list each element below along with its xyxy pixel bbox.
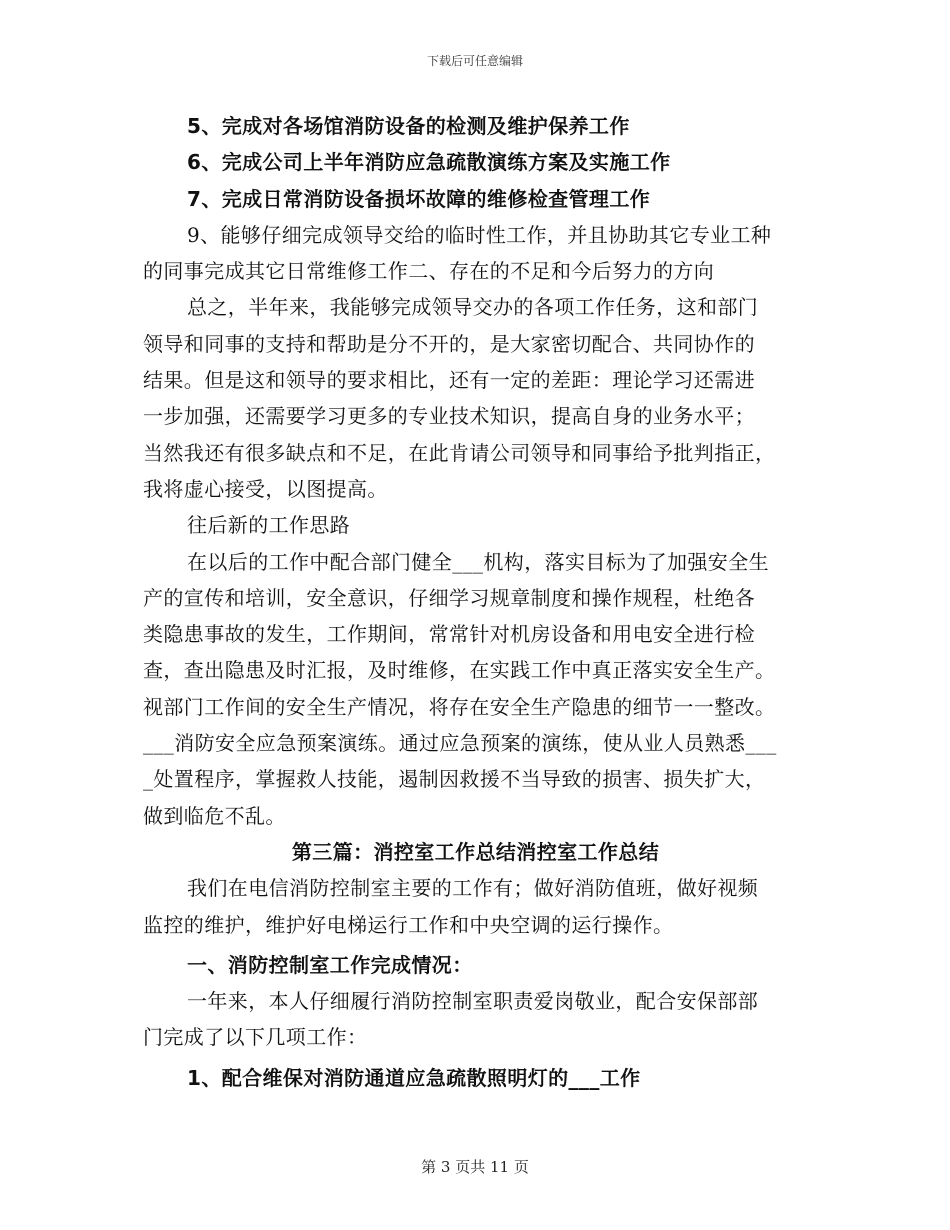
list-item-5: 5、完成对各场馆消防设备的检测及维护保养工作 [187, 114, 630, 138]
paragraph-line: 当然我还有很多缺点和不足，在此肯请公司领导和同事给予批判指正， [143, 440, 776, 465]
paragraph-line: 我将虚心接受，以图提高。 [143, 476, 388, 501]
list-item-6: 6、完成公司上半年消防应急疏散演练方案及实施工作 [187, 150, 671, 175]
paragraph-line: 监控的维护，维护好电梯运行工作和中央空调的运行操作。 [143, 912, 674, 937]
list-item-7: 7、完成日常消防设备损坏故障的维修检查管理工作 [187, 186, 651, 211]
paragraph-line: 领导和同事的支持和帮助是分不开的，是大家密切配合、共同协作的 [143, 331, 755, 356]
paragraph-line: 查，查出隐患及时汇报，及时维修，在实践工作中真正落实安全生产。 [143, 658, 776, 683]
section-title: 第三篇：消控室工作总结消控室工作总结 [291, 839, 660, 864]
paragraph-line: 视部门工作间的安全生产情况，将存在安全生产隐患的细节一一整改。 [143, 694, 776, 719]
paragraph-line: 一年来，本人仔细履行消防控制室职责爱岗敬业，配合安保部部 [187, 989, 759, 1014]
paragraph-line: 我们在电信消防控制室主要的工作有；做好消防值班，做好视频 [187, 876, 759, 901]
paragraph-line: 的同事完成其它日常维修工作二、存在的不足和今后努力的方向 [143, 259, 715, 284]
paragraph-line: 类隐患事故的发生，工作期间，常常针对机房设备和用电安全进行检 [143, 622, 755, 647]
paragraph-line: 在以后的工作中配合部门健全___机构，落实目标为了加强安全生 [187, 549, 769, 574]
document-body [143, 108, 808, 1096]
list-item-1: 1、配合维保对消防通道应急疏散照明灯的___工作 [187, 1065, 641, 1090]
paragraph-line: 9、能够仔细完成领导交给的临时性工作，并且协助其它专业工种 [187, 222, 772, 247]
paragraph-line: ___消防安全应急预案演练。通过应急预案的演练，使从业人员熟悉___ [143, 731, 777, 756]
paragraph-line: 结果。但是这和领导的要求相比，还有一定的差距：理论学习还需进 [143, 368, 755, 393]
page-header-note: 下载后可任意编辑 [426, 54, 523, 68]
page-number-footer: 第 3 页共 11 页 [421, 1158, 529, 1176]
paragraph-line: 总之，半年来，我能够完成领导交办的各项工作任务，这和部门 [187, 295, 759, 320]
section-subheading: 往后新的工作思路 [187, 513, 351, 538]
paragraph-line: _处置程序，掌握救人技能，遏制因救援不当导致的损害、损失扩大， [143, 767, 766, 792]
paragraph-line: 一步加强，还需要学习更多的专业技术知识，提高自身的业务水平； [143, 404, 755, 429]
section-heading: 一、消防控制室工作完成情况： [187, 952, 473, 977]
paragraph-line: 产的宣传和培训，安全意识，仔细学习规章制度和操作规程，杜绝各 [143, 585, 755, 610]
paragraph-line: 做到临危不乱。 [143, 803, 286, 828]
paragraph-line: 门完成了以下几项工作： [143, 1025, 368, 1050]
